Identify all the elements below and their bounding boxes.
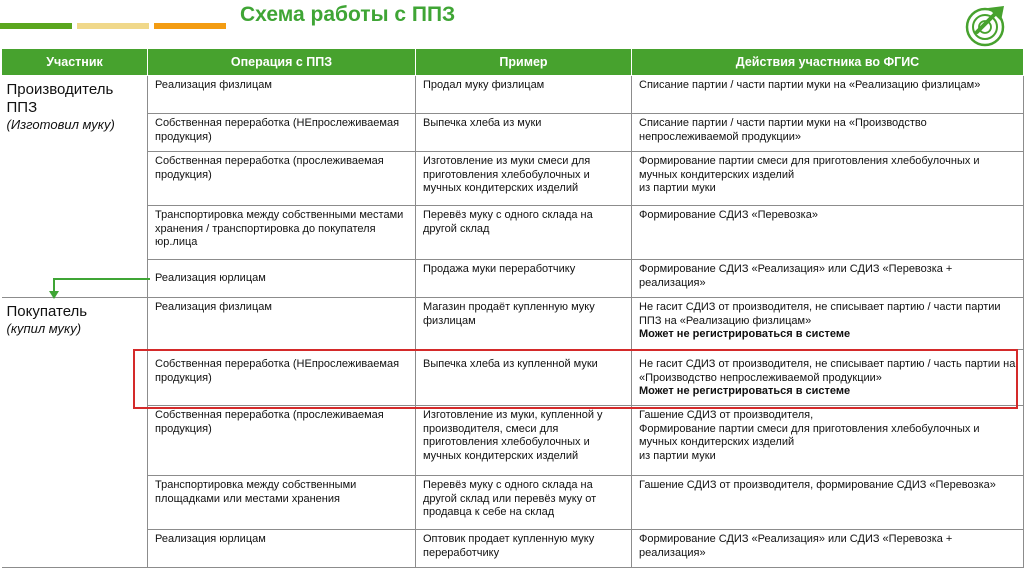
- operation-cell: Реализация юрлицам: [148, 260, 416, 298]
- action-note: Может не регистрироваться в системе: [639, 385, 851, 397]
- table-row: [2, 298, 1024, 350]
- example-cell: Выпечка хлеба из муки: [416, 114, 632, 152]
- operation-cell: Реализация юрлицам: [148, 530, 416, 568]
- operation-cell: Транспортировка между собственными местами хранения / транспортировка до покупателя юр.лица: [148, 206, 416, 260]
- table-row: [2, 406, 1024, 476]
- table-row: [2, 350, 1024, 406]
- participant-buyer: [2, 298, 148, 568]
- operation-cell: Реализация физлицам: [148, 298, 416, 350]
- action-cell: Формирование партии смеси для приготовления хлебобулочных и мучных кондитерских изделий из партии муки: [632, 152, 1024, 206]
- example-cell: Оптовик продает купленную муку переработчику: [416, 530, 632, 568]
- participant-producer: [2, 76, 148, 298]
- table-row: [2, 114, 1024, 152]
- header-participant: Участник: [2, 49, 148, 76]
- example-cell: Выпечка хлеба из купленной муки: [416, 350, 632, 406]
- operation-cell: Транспортировка между собственными площадками или местами хранения: [148, 476, 416, 530]
- participant-role: (Изготовил муку): [6, 117, 115, 132]
- header-stripe-orange: [154, 23, 226, 29]
- operation-cell: Собственная переработка (прослеживаемая продукция): [148, 152, 416, 206]
- participant-name: Покупатель: [6, 303, 88, 320]
- table-header-row: [2, 49, 1024, 76]
- ppz-table: [1, 48, 1024, 568]
- example-cell: Изготовление из муки смеси для приготовления хлебобулочных и мучных кондитерских изделий: [416, 152, 632, 206]
- action-cell: Списание партии / части партии муки на «Производство непрослеживаемой продукции»: [632, 114, 1024, 152]
- action-cell: [632, 350, 1024, 406]
- example-cell: Магазин продаёт купленную муку физлицам: [416, 298, 632, 350]
- action-text: Не гасит СДИЗ от производителя, не списывает партию / часть партии на «Производство непрослеживаемой продукции»: [639, 358, 1016, 384]
- table-row: [2, 76, 1024, 114]
- header-stripe-green: [0, 23, 72, 29]
- action-cell: [632, 298, 1024, 350]
- example-cell: Продал муку физлицам: [416, 76, 632, 114]
- operation-cell: Собственная переработка (прослеживаемая продукция): [148, 406, 416, 476]
- operation-cell: Собственная переработка (НЕпрослеживаемая продукция): [148, 350, 416, 406]
- action-cell: Формирование СДИЗ «Перевозка»: [632, 206, 1024, 260]
- example-cell: Перевёз муку с одного склада на другой склад или перевёз муку от продавца к себе на склад: [416, 476, 632, 530]
- example-cell: Изготовление из муки, купленной у производителя, смеси для приготовления хлебобулочных и мучных кондитерских изделий: [416, 406, 632, 476]
- operation-cell: Реализация физлицам: [148, 76, 416, 114]
- participant-role: (купил муку): [6, 321, 82, 336]
- action-cell: Формирование СДИЗ «Реализация» или СДИЗ «Перевозка + реализация»: [632, 260, 1024, 298]
- table-row: [2, 476, 1024, 530]
- action-cell: Гашение СДИЗ от производителя, формирование СДИЗ «Перевозка»: [632, 476, 1024, 530]
- action-cell: Формирование СДИЗ «Реализация» или СДИЗ «Перевозка + реализация»: [632, 530, 1024, 568]
- header-stripe-beige: [77, 23, 149, 29]
- operation-cell: Собственная переработка (НЕпрослеживаемая продукция): [148, 114, 416, 152]
- example-cell: Продажа муки переработчику: [416, 260, 632, 298]
- table-row: [2, 530, 1024, 568]
- header-example: Пример: [416, 49, 632, 76]
- header-actions: Действия участника во ФГИС: [632, 49, 1024, 76]
- table-row: [2, 152, 1024, 206]
- table-row: [2, 206, 1024, 260]
- table-row: [2, 260, 1024, 298]
- header-operation: Операция с ППЗ: [148, 49, 416, 76]
- action-note: Может не регистрироваться в системе: [639, 328, 851, 340]
- action-cell: Списание партии / части партии муки на «Реализацию физлицам»: [632, 76, 1024, 114]
- action-text: Не гасит СДИЗ от производителя, не списывает партию / части партии ППЗ на «Реализацию физлицам»: [639, 301, 1001, 327]
- participant-name: Производитель ППЗ: [6, 81, 114, 116]
- example-cell: Перевёз муку с одного склада на другой склад: [416, 206, 632, 260]
- recycle-arrow-logo-icon: [963, 2, 1009, 48]
- page-title: Схема работы с ППЗ: [240, 3, 456, 26]
- action-cell: Гашение СДИЗ от производителя, Формирование партии смеси для приготовления хлебобулочных и мучных кондитерских изделий из партии муки: [632, 406, 1024, 476]
